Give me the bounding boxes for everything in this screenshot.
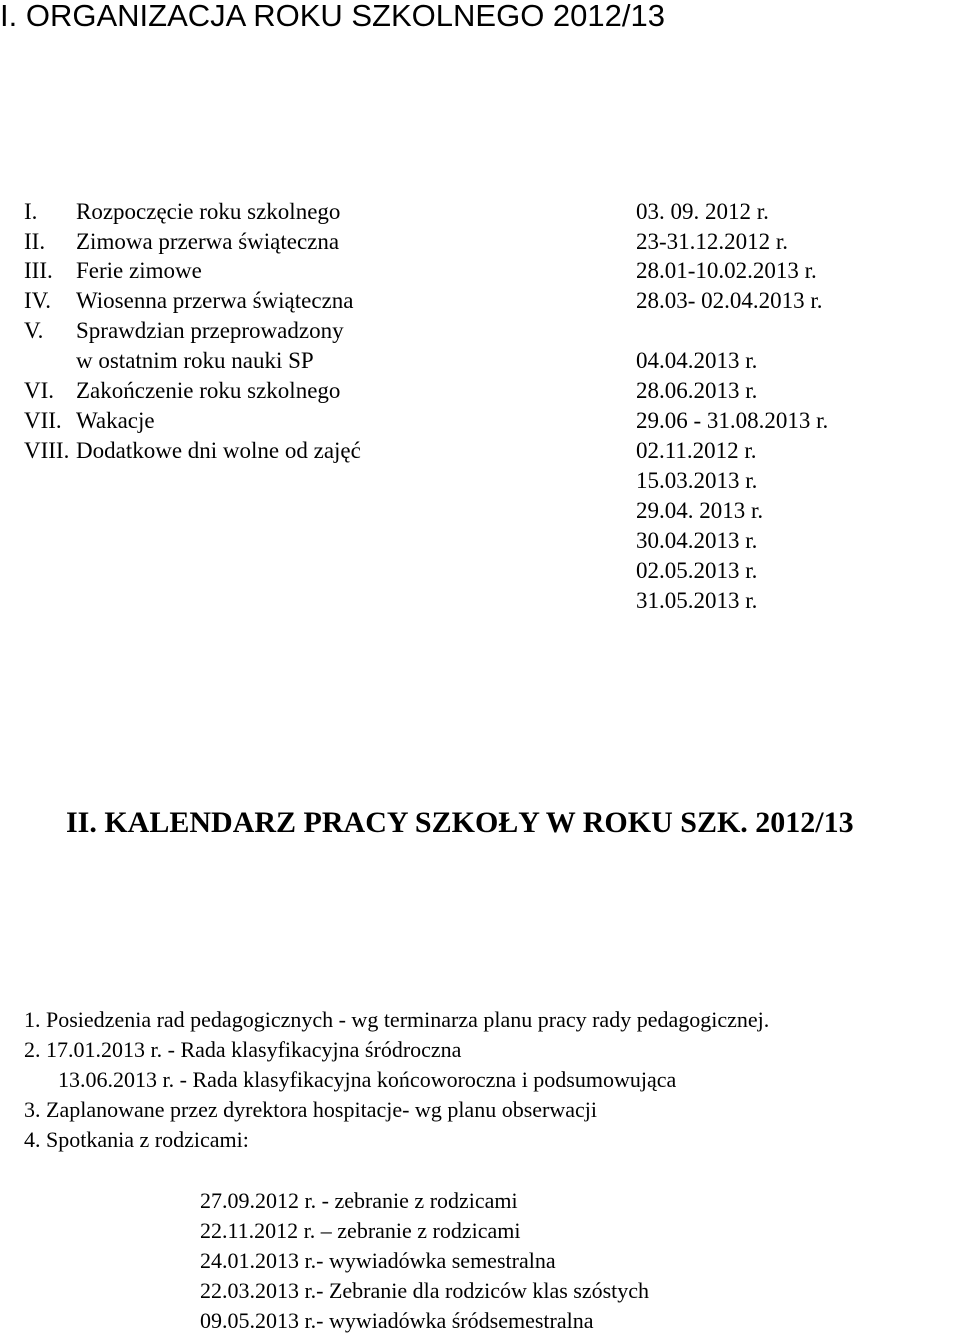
item-number: II.: [24, 229, 46, 254]
calendar-line: 3. Zaplanowane przez dyrektora hospitacje- wg planu obserwacji: [24, 1097, 597, 1122]
item-label: w ostatnim roku nauki SP: [76, 348, 314, 373]
item-label: Sprawdzian przeprowadzony: [76, 318, 344, 343]
calendar-line: 4. Spotkania z rodzicami:: [24, 1127, 249, 1152]
item-label: Wiosenna przerwa świąteczna: [76, 288, 354, 313]
item-number: IV.: [24, 288, 52, 313]
item-number: I.: [24, 199, 38, 224]
item-date: 03. 09. 2012 r.: [636, 199, 769, 224]
meeting-item: 22.03.2013 r.- Zebranie dla rodziców klas szóstych: [200, 1278, 650, 1303]
meeting-item: 27.09.2012 r. - zebranie z rodzicami: [200, 1188, 518, 1213]
item-label: Zakończenie roku szkolnego: [76, 378, 341, 403]
item-date: 04.04.2013 r.: [636, 348, 758, 373]
item-date: 28.03- 02.04.2013 r.: [636, 288, 823, 313]
item-date: 29.06 - 31.08.2013 r.: [636, 408, 829, 433]
item-label: Dodatkowe dni wolne od zajęć: [76, 438, 361, 463]
calendar-line: 13.06.2013 r. - Rada klasyfikacyjna końcoworoczna i podsumowująca: [58, 1067, 677, 1092]
meeting-item: 09.05.2013 r.- wywiadówka śródsemestralna: [200, 1308, 594, 1333]
meeting-item: 24.01.2013 r.- wywiadówka semestralna: [200, 1248, 556, 1273]
extra-date: 31.05.2013 r.: [636, 588, 758, 613]
item-date: 02.11.2012 r.: [636, 438, 757, 463]
item-number: V.: [24, 318, 44, 343]
item-date: 28.06.2013 r.: [636, 378, 758, 403]
section-1-title: I. ORGANIZACJA ROKU SZKOLNEGO 2012/13: [0, 0, 665, 33]
item-label: Wakacje: [76, 408, 155, 433]
item-label: Rozpoczęcie roku szkolnego: [76, 199, 341, 224]
calendar-line: 2. 17.01.2013 r. - Rada klasyfikacyjna śródroczna: [24, 1037, 462, 1062]
extra-date: 15.03.2013 r.: [636, 468, 758, 493]
item-number: VII.: [24, 408, 62, 433]
section-2-title: II. KALENDARZ PRACY SZKOŁY W ROKU SZK. 2012/13: [66, 806, 854, 839]
item-number: VIII.: [24, 438, 70, 463]
item-label: Zimowa przerwa świąteczna: [76, 229, 340, 254]
extra-date: 30.04.2013 r.: [636, 528, 758, 553]
item-date: 23-31.12.2012 r.: [636, 229, 789, 254]
extra-date: 02.05.2013 r.: [636, 558, 758, 583]
calendar-line: 1. Posiedzenia rad pedagogicznych - wg terminarza planu pracy rady pedagogicznej.: [24, 1007, 770, 1032]
extra-date: 29.04. 2013 r.: [636, 498, 764, 523]
item-label: Ferie zimowe: [76, 258, 202, 283]
item-number: III.: [24, 258, 53, 283]
meeting-item: 22.11.2012 r. – zebranie z rodzicami: [200, 1218, 521, 1243]
item-date: 28.01-10.02.2013 r.: [636, 258, 817, 283]
item-number: VI.: [24, 378, 55, 403]
